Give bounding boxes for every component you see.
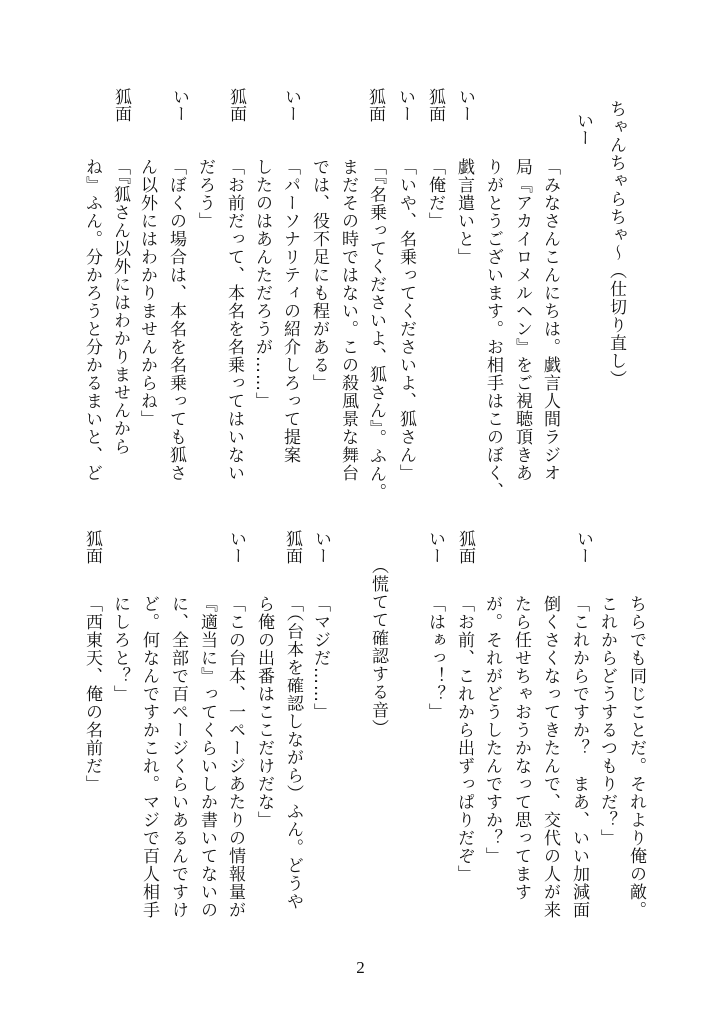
- text-column: 「（台本を確認しながら）ふん。どうや: [283, 595, 303, 911]
- text-column: 「パーソナリティの紹介しろって提案: [280, 158, 300, 464]
- text-column: に、全部で百ページくらいあるんですけ: [168, 595, 188, 919]
- speaker-label: 狐面: [455, 530, 475, 564]
- speaker-label: いー: [573, 530, 593, 564]
- text-column: 局『アカイロメルヘン』をご視聴頂きあ: [512, 158, 532, 482]
- text-column: ちゃんちゃらちゃ～（仕切り直し）: [606, 100, 626, 388]
- text-column: 「いや、名乗ってくださいよ、狐さん」: [396, 158, 416, 482]
- text-column: ら俺の出番はここだけだな」: [254, 595, 274, 829]
- text-column: 「はぁっ！？」: [425, 595, 445, 721]
- text-column: たら任せちゃおうかなって思ってます: [511, 595, 531, 901]
- text-column: 「この台本、一ページあたりの情報量が: [225, 595, 245, 919]
- text-column: 「お前だって、本名を名乗ってはいない: [224, 158, 244, 482]
- text-column: 「これからですか？ まあ、いい加減面: [569, 595, 589, 919]
- speaker-label: いー: [455, 88, 475, 122]
- text-column: 「マジだ……」: [310, 595, 330, 721]
- text-column: だろう」: [195, 158, 215, 230]
- page-number: 2: [356, 958, 365, 977]
- speaker-label: 狐面: [425, 88, 445, 122]
- stage-direction: （慌てて確認する音）: [368, 557, 388, 737]
- text-column: 「西東天、俺の名前だ」: [82, 595, 102, 793]
- speaker-label: いー: [395, 88, 415, 122]
- text-column: ど。何なんですかこれ。マジで百人相手: [139, 595, 159, 919]
- text-column: したのはあんただろうが……」: [252, 158, 272, 410]
- text-column: 『適当に』ってくらいしか書いてないの: [197, 595, 217, 919]
- text-column: 「ぼくの場合は、本名を名乗っても狐さ: [166, 158, 186, 482]
- text-column: まだその時ではない。この殺風景な舞台: [338, 158, 358, 482]
- text-column: 戯言遣いと」: [454, 158, 474, 266]
- text-column: ちらでも同じことだ。それより俺の敵。: [626, 595, 646, 919]
- speaker-label: いー: [226, 530, 246, 564]
- speaker-label: 狐面: [226, 88, 246, 122]
- speaker-label: 狐面: [82, 530, 102, 564]
- text-column: 「『狐さん以外にはわかりませんから: [110, 158, 130, 456]
- speaker-label: 狐面: [282, 530, 302, 564]
- speaker-label: いー: [425, 530, 445, 564]
- speaker-label: 狐面: [365, 88, 385, 122]
- text-column: りがとうございます。お相手はこのぼく、: [483, 158, 503, 500]
- text-column: 「みなさんこんにちは。戯言人間ラジオ: [540, 158, 560, 482]
- text-column: 「お前、これから出ずっぱりだぞ」: [454, 595, 474, 883]
- text-column: 「俺だ」: [425, 158, 445, 230]
- speaker-label: いー: [169, 88, 189, 122]
- speaker-label: 狐面: [111, 88, 131, 122]
- text-column: にしろと？」: [110, 595, 130, 703]
- speaker-label: いー: [311, 530, 331, 564]
- speaker-label: いー: [281, 88, 301, 122]
- text-column: 「『名乗ってくださいよ、狐さん』。ふん。: [366, 158, 386, 501]
- text-column: これからどうするつもりだ？」: [597, 595, 617, 847]
- text-column: が。それがどうしたんですか？」: [482, 595, 502, 865]
- text-column: 倒くさくなってきたんで、交代の人が来: [540, 595, 560, 919]
- speaker-label: いー: [573, 112, 593, 146]
- text-column: ん以外にはわかりませんからね」: [137, 158, 157, 428]
- text-column: では、役不足にも程がある」: [309, 158, 329, 392]
- text-column: ね』ふん。分かろうと分かるまいと、ど: [82, 158, 102, 482]
